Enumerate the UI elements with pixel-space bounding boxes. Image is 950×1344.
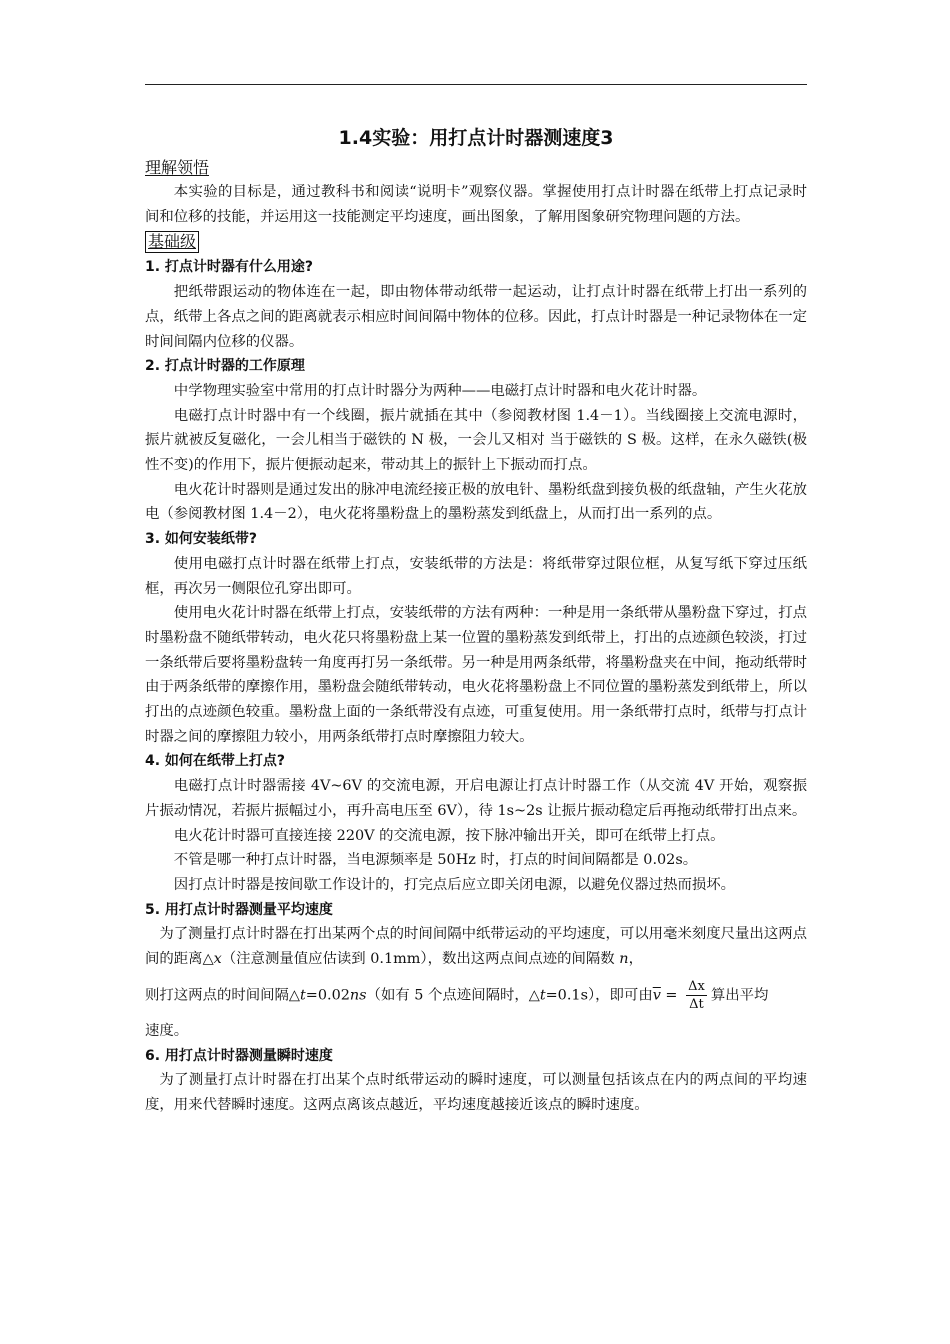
q4-paragraph-2: 电火花计时器可直接连接 220V 的交流电源，按下脉冲输出开关，即可在纸带上打点。 [173,827,725,844]
q5-text-d: 则打这两点的时间间隔△ [145,987,300,1004]
q2-paragraph-1: 中学物理实验室中常用的打点计时器分为两种——电磁打点计时器和电火花计时器。 [173,382,707,399]
q5-text-h: 算出平均 [710,987,769,1004]
formula-v-bar: $\overline{v}$ [652,987,661,1004]
heading-q5: 5. 用打点计时器测量平均速度 [145,901,333,918]
heading-q6: 6. 用打点计时器测量瞬时速度 [145,1047,333,1064]
formula-numerator: Δx [688,978,705,994]
q4-paragraph-4: 因打点计时器是按间歇工作设计的，打完点后应立即关闭电源，以避免仪器过热而损坏。 [173,876,736,893]
header-rule [145,84,807,85]
q5-text-g: =0.1s），即可由 [545,987,653,1004]
q6-paragraph-1: 为了测量打点计时器在打出某个点时纸带运动的瞬时速度，可以测量包括该点在内的两点间的平均速度，用来代替瞬时速度。这两点离该点越近，平均速度越接近该点的瞬时速度。 [145,1072,807,1113]
page-title: 1.4实验：用打点计时器测速度3 [338,127,614,149]
q5-text-c: ， [628,951,643,968]
formula-equals: = [660,987,683,1004]
heading-q2: 2. 打点计时器的工作原理 [145,358,305,375]
formula-fraction [686,978,707,1013]
q5-var-t: t [299,987,306,1004]
q3-paragraph-1: 使用电磁打点计时器在纸带上打点，安装纸带的方法是：将纸带穿过限位框，从复写纸下穿过压纸框，再次另一侧限位孔穿出即可。 [145,555,807,597]
document-body [145,122,807,1118]
q2-paragraph-3: 电火花计时器则是通过发出的脉冲电流经接正极的放电针、墨粉纸盘到接负极的纸盘轴，产生火花放电（参阅教材图 1.4－2），电火花将墨粉盘上的墨粉蒸发到纸盘上，从而打出一系列的点。 [145,481,807,523]
q4-paragraph-1: 电磁打点计时器需接 4V~6V 的交流电源，开启电源让打点计时器工作（从交流 4V 开始，观察振片振动情况，若振片振幅过小，再升高电压至 6V），待 1s~2s 让振片振动稳定后再拖动纸带打出点来。 [145,778,807,819]
level-label-basic: 基础级 [145,231,199,253]
heading-q3: 3. 如何安装纸带? [145,531,258,548]
q5-var-ns: ns [349,987,367,1004]
q5-paragraph-1 [145,922,807,971]
formula-denominator: Δt [689,996,704,1012]
q5-var-x: x [213,951,222,968]
q5-var-t2: t [539,987,546,1004]
q2-paragraph-2: 电磁打点计时器中有一个线圈，振片就插在其中（参阅教材图 1.4－1）。当线圈接上交流电源时，振片就被反复磁化，一会儿相当于磁铁的 N 极，一会儿又相对 当于磁铁的 S 极。这样，在永久磁铁(极性不变)的作用下，振片便振动起来，带动其上的振针上下振动而打点。 [145,407,807,474]
q5-text-b: （注意测量值应估读到 0.1mm），数出这两点间点迹的间隔数 [221,951,620,968]
q5-paragraph-3: 速度。 [145,1022,189,1039]
heading-q1: 1. 打点计时器有什么用途? [145,259,314,276]
intro-paragraph: 本实验的目标是，通过教科书和阅读“说明卡”观察仪器。掌握使用打点计时器在纸带上打点记录时间和位移的技能，并运用这一技能测定平均速度，画出图象，了解用图象研究物理问题的方法。 [145,184,807,225]
q3-paragraph-2: 使用电火花计时器在纸带上打点，安装纸带的方法有两种：一种是用一条纸带从墨粉盘下穿过，打点时墨粉盘不随纸带转动，电火花只将墨粉盘上某一位置的墨粉蒸发到纸带上，打出的点迹颜色较淡，打过一条纸带后要将墨粉盘转一角度再打另一条纸带。另一种是用两条纸带，将墨粉盘夹在中间，拖动纸带时由于两条纸带的摩擦作用，墨粉盘会随纸带转动，电火花将墨粉盘上不同位置的墨粉蒸发到纸带上，所以打出的点迹颜色较重。墨粉盘上面的一条纸带没有点迹，可重复使用。用一条纸带打点时，纸带与打点计时器之间的摩擦阻力较小，用两条纸带打点时摩擦阻力较大。 [145,605,807,745]
q5-paragraph-2 [145,978,807,1013]
q4-paragraph-3: 不管是哪一种打点计时器，当电源频率是 50Hz 时，打点的时间间隔都是 0.02s。 [173,852,698,869]
q1-paragraph-1: 把纸带跟运动的物体连在一起，即由物体带动纸带一起运动，让打点计时器在纸带上打出一系列的点，纸带上各点之间的距离就表示相应时间间隔中物体的位移。因此，打点计时器是一种记录物体在一定时间间隔内位移的仪器。 [145,284,807,350]
q5-var-n: n [619,951,629,968]
section-heading-understanding: 理解领悟 [145,158,210,177]
q5-text-a: 为了测量打点计时器在打出某两个点的时间间隔中纸带运动的平均速度，可以用毫米刻度尺量出这两点间的距离△ [145,926,807,968]
q5-text-f: （如有 5 个点迹间隔时，△ [366,987,540,1004]
q5-text-e: =0.02 [305,987,350,1004]
heading-q4: 4. 如何在纸带上打点? [145,753,286,770]
level-label-wrapper [145,231,807,255]
